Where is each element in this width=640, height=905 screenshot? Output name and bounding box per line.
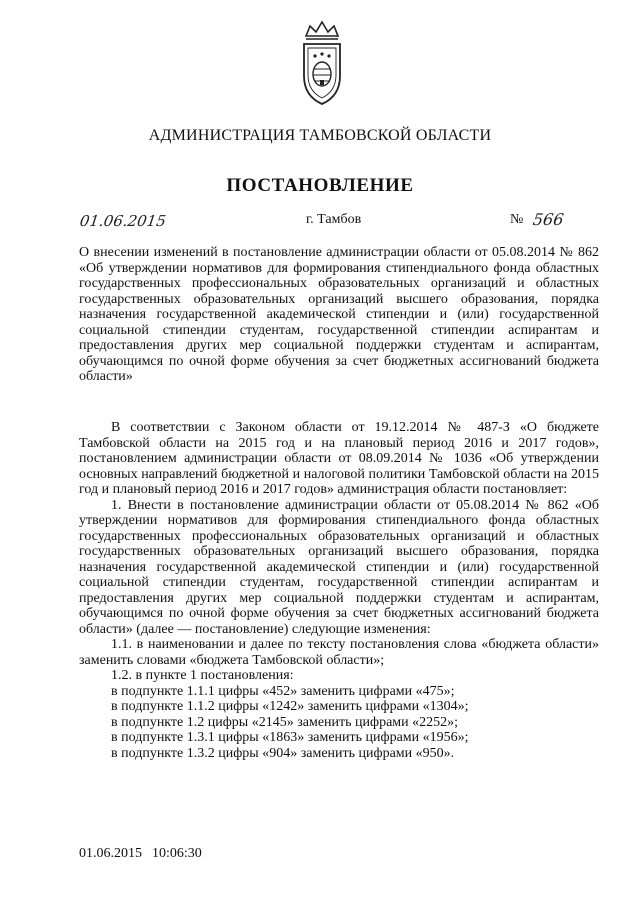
preamble-paragraph: В соответствии с Законом области от 19.12.2014 № 487-З «О бюджете Тамбовской области на 2015 год и на плановый период 2016 и 2017 годов», постановлением администрации области от 08.09.2014 № 1036 «Об утверждении основных направлений бюджетной и налоговой политики Тамбовской области на 2015 год и плановый период 2016 и 2017 годов» администрация области постановляет: (79, 420, 599, 497)
print-date: 01.06.2015 (79, 846, 142, 861)
document-type-heading: ПОСТАНОВЛЕНИЕ (226, 175, 414, 196)
handwritten-number: 566 (531, 210, 565, 229)
print-time: 10:06:30 (152, 846, 202, 861)
change-line: в подпункте 1.1.2 цифры «1242» заменить цифрами «1304»; (111, 699, 469, 714)
city-label: г. Тамбов (306, 212, 362, 227)
document-subject: О внесении изменений в постановление администрации области от 05.08.2014 № 862 «Об утверждении нормативов для формирования стипендиального фонда областных государственных профессиональных образовательных организаций и областных государственных образовательных организаций высшего образования, порядка назначения государственной академической стипендии и (или) государственной социальной стипендии студентам, государственной стипендии аспирантам и предоставления других мер социальной поддержки студентам и аспирантам, обучающимся по очной форме обучения за счет бюджетных ассигнований бюджета области» (79, 245, 599, 384)
item-1-1-paragraph: 1.1. в наименовании и далее по тексту постановления слова «бюджета области» заменить словами «бюджета Тамбовской области»; (79, 637, 599, 668)
handwritten-date: 01.06.2015 (78, 212, 168, 230)
coat-of-arms-emblem (298, 20, 346, 108)
print-timestamp (79, 846, 202, 862)
change-line: в подпункте 1.1.1 цифры «452» заменить цифрами «475»; (111, 683, 455, 699)
change-line: в подпункте 1.3.2 цифры «904» заменить цифрами «950». (111, 745, 455, 761)
number-prefix: № (510, 212, 524, 227)
change-line: в подпункте 1.3.1 цифры «1863» заменить цифрами «1956»; (111, 730, 469, 745)
item-1-paragraph: 1. Внести в постановление администрации области от 05.08.2014 № 862 «Об утверждении нормативов для формирования стипендиального фонда областных государственных профессиональных образовательных организаций и областных государственных образовательных организаций высшего образования, порядка назначения государственной академической стипендии и (или) государственной социальной стипендии студентам, государственной стипендии аспирантам и предоставления других мер социальной поддержки студентам и аспирантам, обучающимся по очной форме обучения за счет бюджетных ассигнований бюджета области» (далее — постановление) следующие изменения: (79, 497, 599, 637)
change-line: в подпункте 1.2 цифры «2145» заменить цифрами «2252»; (111, 714, 459, 730)
organization-title: АДМИНИСТРАЦИЯ ТАМБОВСКОЙ ОБЛАСТИ (148, 127, 492, 144)
document-body (79, 420, 599, 761)
item-1-2-paragraph: 1.2. в пункте 1 постановления: (111, 668, 294, 683)
